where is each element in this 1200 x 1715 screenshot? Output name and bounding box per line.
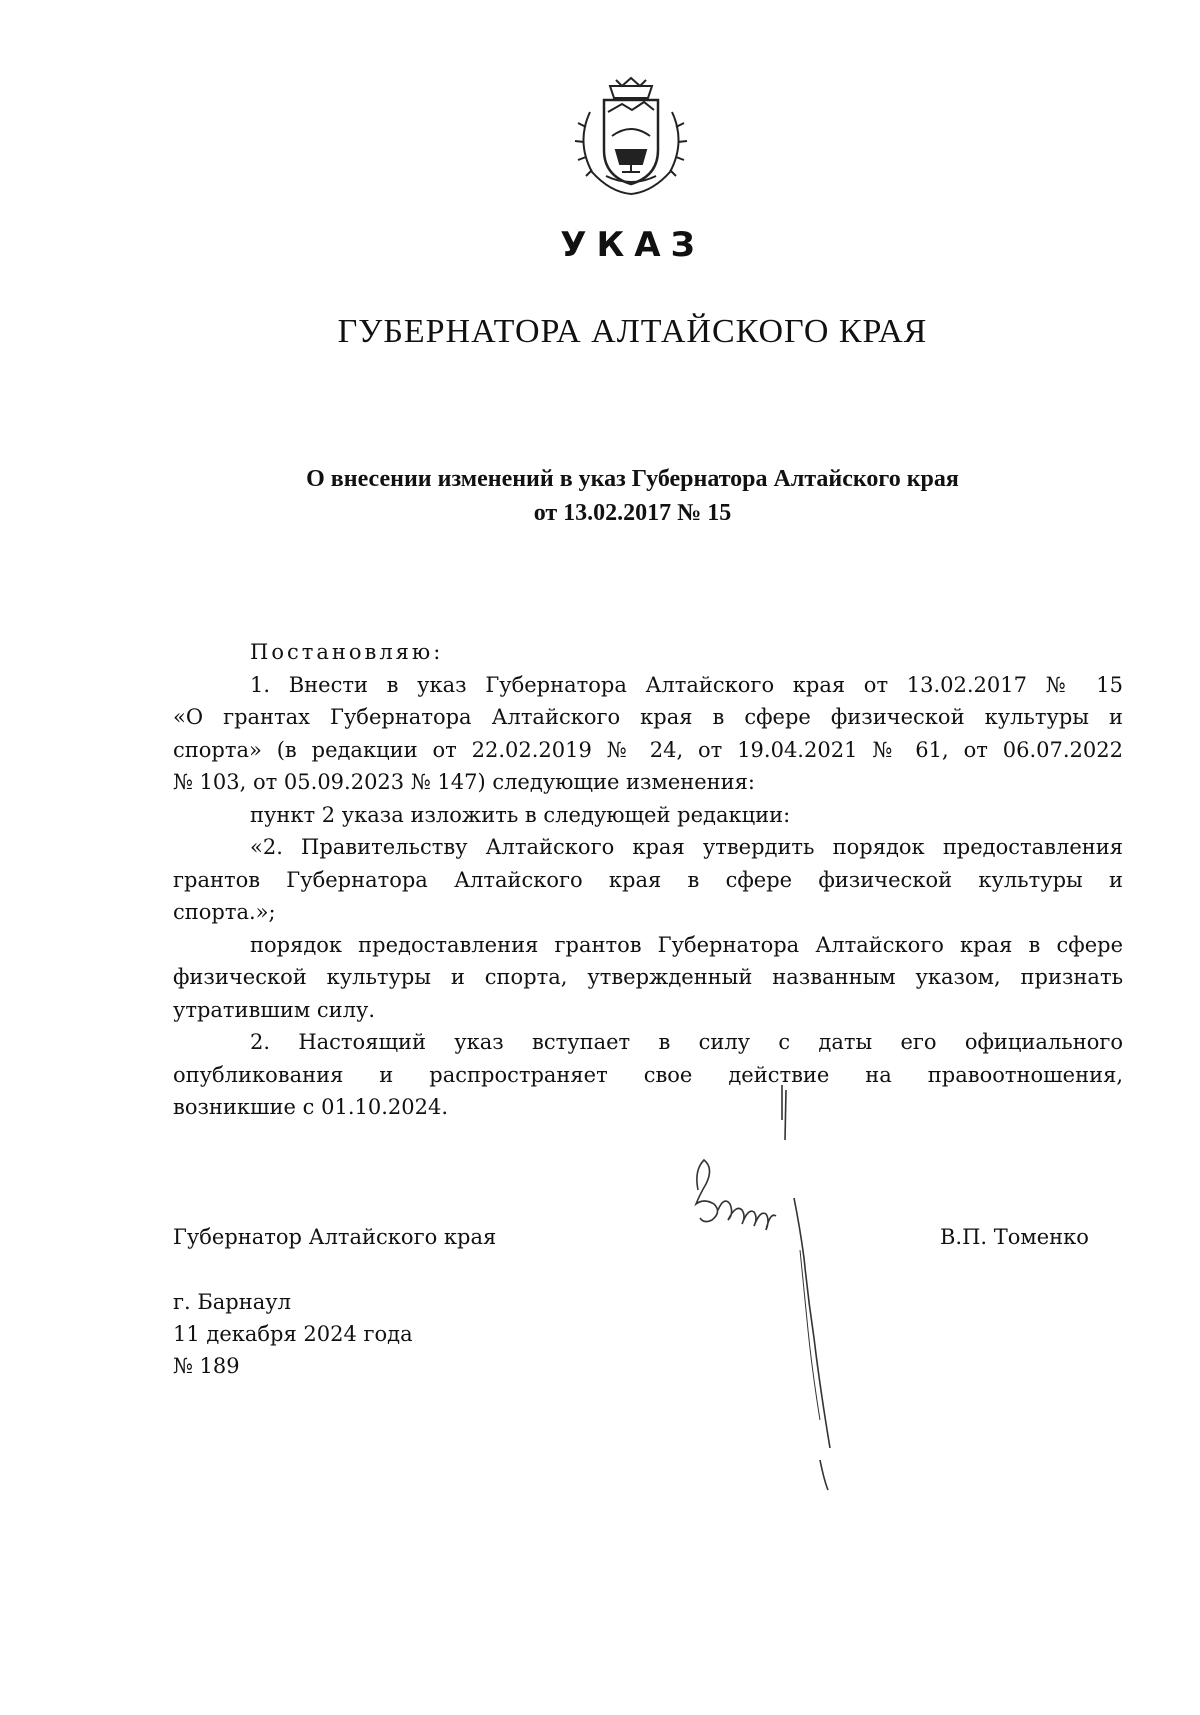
body-line: опубликования и распространяет свое действие на правоотношения, [173, 1063, 1123, 1087]
body-line: 2. Настоящий указ вступает в силу с даты его официального [250, 1030, 1123, 1054]
body-line: порядок предоставления грантов Губернатора Алтайского края в сфере [250, 933, 1123, 957]
handwritten-signature-icon [690, 1080, 850, 1500]
altai-coat-of-arms-icon [572, 72, 690, 200]
subject-line-1: О внесении изменений в указ Губернатора Алтайского края [306, 466, 959, 492]
body-line: спорта» (в редакции от 22.02.2019 № 24, от 19.04.2021 № 61, от 06.07.2022 [173, 738, 1123, 762]
signatory-position: Губернатор Алтайского края [173, 1225, 497, 1249]
body-line: 1. Внести в указ Губернатора Алтайского края от 13.02.2017 № 15 [250, 673, 1123, 697]
signatory-name: В.П. Томенко [940, 1225, 1089, 1249]
issuing-authority: ГУБЕРНАТОРА АЛТАЙСКОГО КРАЯ [337, 313, 928, 350]
subject-line-2: от 13.02.2017 № 15 [533, 500, 732, 526]
body-line: пункт 2 указа изложить в следующей редакции: [250, 803, 791, 827]
intro-text: Постановляю: [250, 640, 444, 664]
issue-date: 11 декабря 2024 года [173, 1322, 413, 1346]
body-line: «2. Правительству Алтайского края утвердить порядок предоставления [250, 835, 1123, 859]
body-line: возникшие с 01.10.2024. [173, 1095, 449, 1119]
body-line: физической культуры и спорта, утвержденный названным указом, признать [173, 965, 1123, 989]
issue-place: г. Барнаул [173, 1290, 291, 1314]
document-type-title: УКАЗ [560, 225, 705, 265]
body-line: утратившим силу. [173, 998, 376, 1022]
body-line: № 103, от 05.09.2023 № 147) следующие изменения: [173, 770, 756, 794]
body-line: «О грантах Губернатора Алтайского края в сфере физической культуры и [173, 705, 1123, 729]
document-number: № 189 [173, 1354, 240, 1378]
document-subject [0, 462, 1200, 530]
body-line: спорта.»; [173, 900, 276, 924]
body-line: грантов Губернатора Алтайского края в сфере физической культуры и [173, 868, 1123, 892]
